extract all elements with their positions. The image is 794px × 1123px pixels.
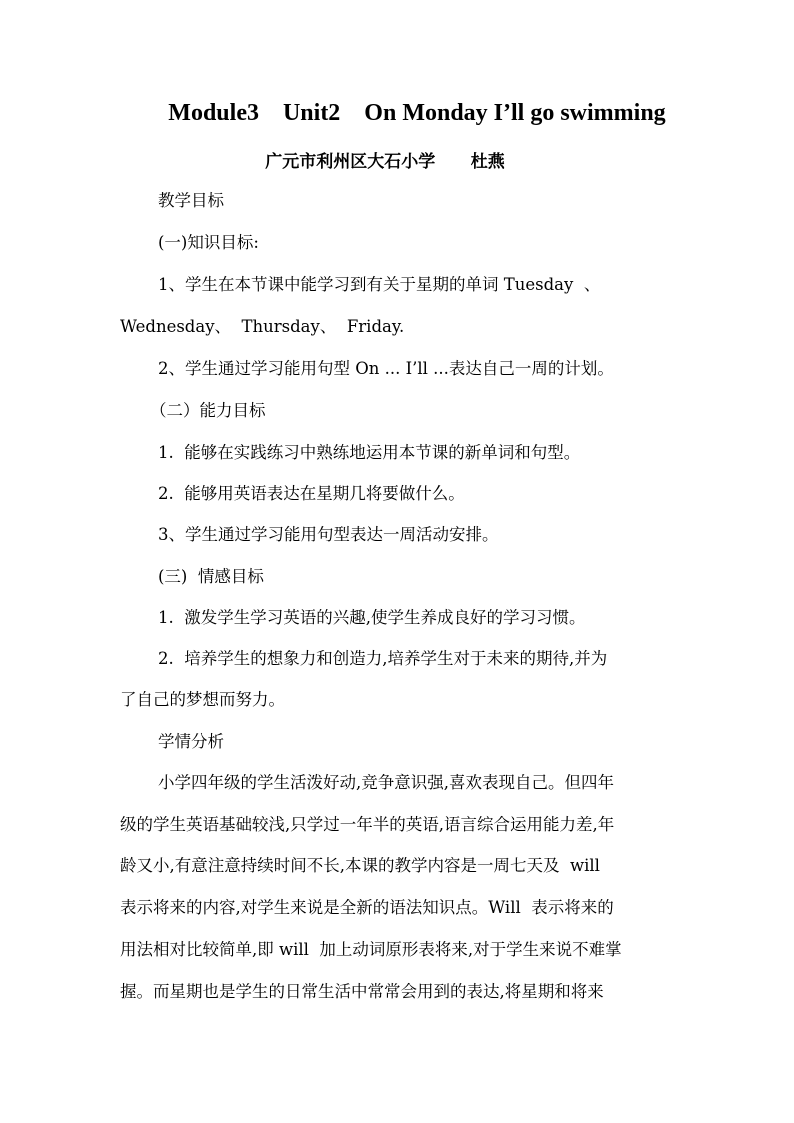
heading-teaching-goals: 教学目标 [158, 191, 224, 210]
paragraph-line: 用法相对比较简单,即 will 加上动词原形表将来,对于学生来说不难掌 [120, 940, 622, 959]
heading-learner-analysis: 学情分析 [158, 732, 224, 751]
paragraph-line: 1、学生在本节课中能学习到有关于星期的单词 Tuesday 、 [158, 275, 601, 294]
paragraph-line: 龄又小,有意注意持续时间不长,本课的教学内容是一周七天及 will [120, 856, 600, 875]
paragraph-line: 2. 培养学生的想象力和创造力,培养学生对于未来的期待,并为 [158, 649, 608, 668]
paragraph-line: 了自己的梦想而努力。 [120, 690, 285, 709]
paragraph-line: 小学四年级的学生活泼好动,竞争意识强,喜欢表现自己。但四年 [158, 773, 614, 792]
paragraph-line: 1. 激发学生学习英语的兴趣,使学生养成良好的学习习惯。 [158, 608, 586, 627]
heading-emotion-goals: (三) 情感目标 [158, 567, 264, 586]
paragraph-line: 1. 能够在实践练习中熟练地运用本节课的新单词和句型。 [158, 443, 581, 462]
paragraph-line: 级的学生英语基础较浅,只学过一年半的英语,语言综合运用能力差,年 [120, 815, 615, 834]
paragraph-line: 表示将来的内容,对学生来说是全新的语法知识点。Will 表示将来的 [120, 898, 614, 917]
heading-ability-goals: （二）能力目标 [150, 401, 266, 420]
paragraph-line: 3、学生通过学习能用句型表达一周活动安排。 [158, 525, 499, 544]
author-line: 广元市利州区大石小学 杜燕 [265, 152, 505, 172]
paragraph-line: 2. 能够用英语表达在星期几将要做什么。 [158, 484, 465, 503]
paragraph-line: Wednesday、 Thursday、 Friday. [120, 317, 405, 336]
heading-knowledge-goals: (一)知识目标: [158, 233, 259, 252]
paragraph-line: 握。而星期也是学生的日常生活中常常会用到的表达,将星期和将来 [120, 982, 604, 1001]
document-title: Module3 Unit2 On Monday I’ll go swimming [168, 100, 666, 126]
paragraph-line: 2、学生通过学习能用句型 On ... I’ll ...表达自己一周的计划。 [158, 359, 614, 378]
